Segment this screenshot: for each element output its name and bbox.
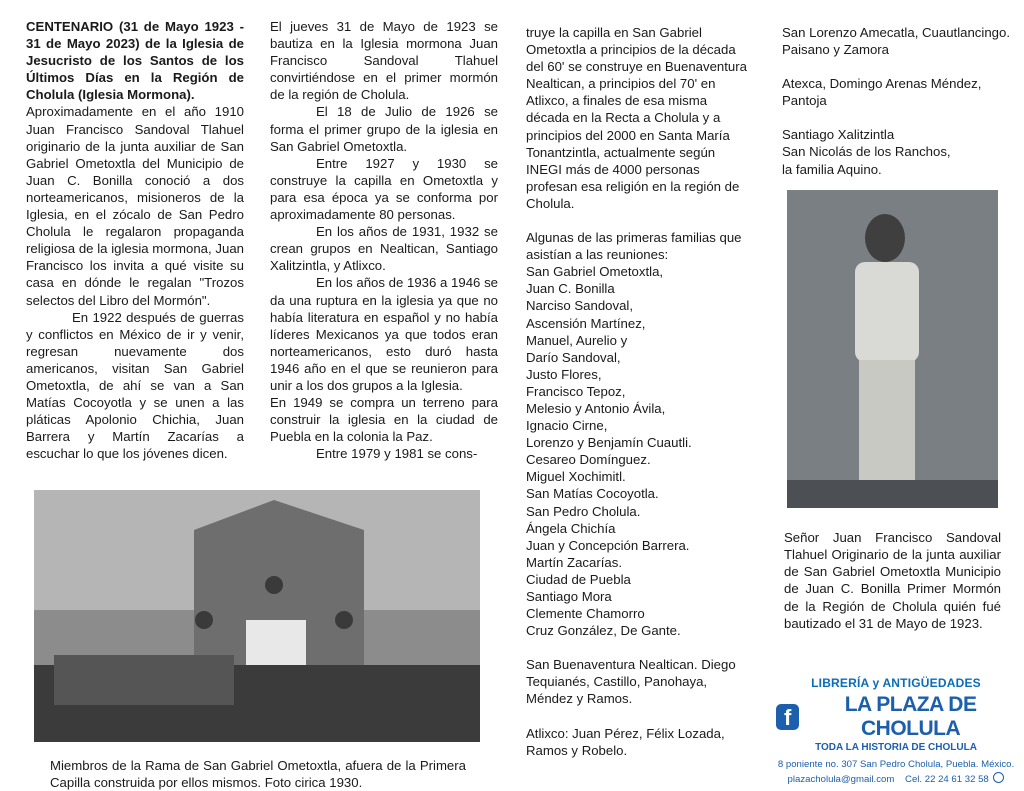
column-1 [26, 18, 244, 462]
bookstore-ad [776, 676, 1016, 785]
paragraph: En los años de 1936 a 1946 se da una ruptura en la iglesia ya que no había literatura en español y no había líderes Mexicanos ya que todos eran norteamericanos, esto duró hasta 1946 año en el que se reunieron para unir a los dos grupos a la Iglesia. [270, 275, 498, 393]
list-item: Martín Zacarías. [526, 554, 623, 570]
list-item: Juan C. Bonilla [526, 281, 615, 297]
column-4 [782, 24, 1012, 178]
paragraph: Atexca, Domingo Arenas Méndez, Pantoja [782, 76, 982, 109]
ad-contact [776, 772, 1016, 785]
paragraph: Aproximadamente en el año 1910 Juan Francisco Sandoval Tlahuel originario de la junta auxiliar de San Gabriel Ometoxtla del Municipio de Juan C. Bonilla conoció a dos norteamericanos, misioneros de la Iglesia, en el zócalo de San Pedro Cholula le regalaron propaganda religiosa de la iglesia mormona, Juan Francisco los invita a qué visite su casa en dónde le regalan "Trozos selectos del Libro del Mormón". [26, 104, 244, 308]
ad-brand [776, 693, 1016, 741]
whatsapp-icon [993, 772, 1004, 783]
families-list [526, 263, 748, 639]
list-item: San Gabriel Ometoxtla, [526, 264, 664, 280]
paragraph: El 18 de Julio de 1926 se forma el primer grupo de la iglesia en San Gabriel Ometoxtla. [270, 104, 498, 154]
portrait-photo [787, 190, 998, 508]
ad-address: 8 poniente no. 307 San Pedro Cholula, Puebla. México. [777, 759, 1015, 770]
list-item: Darío Sandoval, [526, 349, 621, 365]
ad-subtitle: TODA LA HISTORIA DE CHOLULA [815, 742, 977, 753]
list-item: San Pedro Cholula. [526, 503, 641, 519]
list-item: Cesareo Domínguez. [526, 452, 651, 468]
list-item: Justo Flores, [526, 366, 602, 382]
paragraph: truye la capilla en San Gabriel Ometoxtla a principios de la década del 60' se construye en Buenaventura Nealtican, a principios del 70' en Atlixco, a finales de esa misma década en la Recta a Cholula y a principios del 2000 en Santa María Tonantzintla, actualmente según INEGI más de 4000 personas profesan esa religión en la región de Cholula. [526, 25, 747, 211]
paragraph: San Lorenzo Amecatla, Cuautlancingo. Paisano y Zamora [782, 25, 1010, 58]
column-3 [526, 24, 748, 759]
paragraph: San Nicolás de los Ranchos, [782, 144, 951, 160]
paragraph: El jueves 31 de Mayo de 1923 se bautiza en la Iglesia mormona Juan Francisco Sandoval Tlahuel convirtiéndose en el primer mormón de la región de Cholula. [270, 19, 498, 103]
paragraph: En 1922 después de guerras y conflictos en México de ir y venir, regresan nuevamente dos americanos, visitan San Gabriel Ometoxtla, de ahí se van a San Matías Cocoyotla y se unen a las pláticas Apolonio Chichia, Juan Barrera y Martín Zacarías a escuchar lo que los jóvenes dicen. [26, 309, 244, 462]
list-item: Miguel Xochimitl. [526, 469, 626, 485]
list-item: Narciso Sandoval, [526, 298, 634, 314]
paragraph: Entre 1927 y 1930 se construye la capilla en Ometoxtla y para esa época ya se conforma por aproximadamente 80 personas. [270, 155, 498, 223]
list-item: Lorenzo y Benjamín Cuautli. [526, 435, 692, 451]
chapel-photo-caption: Miembros de la Rama de San Gabriel Ometoxtla, afuera de la Primera Capilla construida por ellos mismos. Foto cirica 1930. [50, 758, 466, 790]
facebook-icon: f [776, 704, 799, 730]
paragraph: Santiago Xalitzintla [782, 127, 895, 143]
portrait-caption: Señor Juan Francisco Sandoval Tlahuel Originario de la junta auxiliar de San Gabriel Ometoxtla Municipio de Juan C. Bonilla Primer Mormón de la Región de Cholula quién fué bautizado el 31 de Mayo de 1923. [784, 530, 1001, 631]
list-item: Melesio y Antonio Ávila, [526, 400, 666, 416]
list-item: Clemente Chamorro [526, 606, 645, 622]
column-2 [270, 18, 498, 462]
ad-email: plazacholula@gmail.com [787, 774, 895, 785]
paragraph-nealtican: San Buenaventura Nealtican. Diego Tequianés, Castillo, Panohaya, Méndez y Ramos. [526, 657, 736, 707]
list-item: Ciudad de Puebla [526, 571, 631, 587]
list-item: Ángela Chichía [526, 520, 616, 536]
paragraph: En 1949 se compra un terreno para construir la iglesia en la ciudad de Puebla en la colonia la Paz. [270, 395, 498, 445]
chapel-photo-image [34, 490, 480, 742]
article-heading: CENTENARIO (31 de Mayo 1923 - 31 de Mayo 2023) de la Iglesia de Jesucristo de los Santos de los Últimos Días en la Región de Cholula (Iglesia Mormona). [26, 19, 244, 103]
paragraph: En los años de 1931, 1932 se crean grupos en Nealtican, Santiago Xalitzintla, y Atlixco. [270, 224, 498, 274]
ad-title: LA PLAZA DE CHOLULA [844, 693, 977, 740]
families-intro: Algunas de las primeras familias que asistían a las reuniones: [526, 230, 742, 263]
portrait-photo-image [787, 190, 998, 508]
list-item: Ignacio Cirne, [526, 418, 608, 434]
list-item: San Matías Cocoyotla. [526, 486, 659, 502]
list-item: Manuel, Aurelio y [526, 332, 628, 348]
list-item: Francisco Tepoz, [526, 383, 626, 399]
list-item: Cruz González, De Gante. [526, 623, 681, 639]
paragraph: la familia Aquino. [782, 161, 882, 177]
list-item: Ascensión Martínez, [526, 315, 646, 331]
chapel-photo [34, 490, 480, 742]
paragraph: Entre 1979 y 1981 se cons- [316, 446, 478, 462]
ad-phone: Cel. 22 24 61 32 58 [905, 774, 989, 785]
ad-tagline: LIBRERÍA y ANTIGÜEDADES [811, 676, 981, 690]
list-item: Santiago Mora [526, 589, 612, 604]
list-item: Juan y Concepción Barrera. [526, 537, 690, 553]
paragraph-atlixco: Atlixco: Juan Pérez, Félix Lozada, Ramos y Robelo. [526, 725, 725, 758]
